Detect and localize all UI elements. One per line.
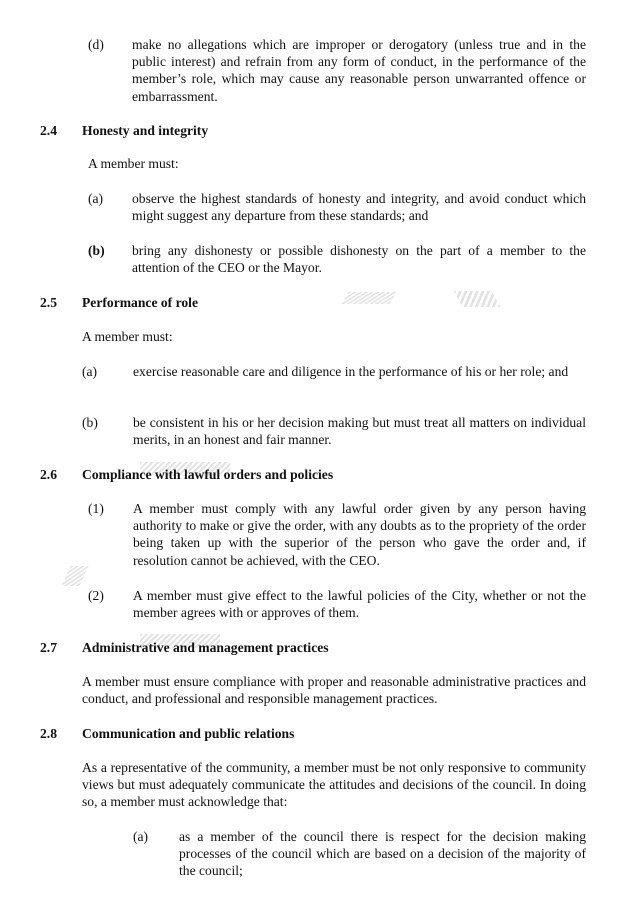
section-intro: A member must:: [82, 329, 173, 344]
section-number: 2.6: [40, 467, 57, 482]
clause-text: as a member of the council there is respect for the decision making processes of the council which are based on a decision of the majority of the council;: [179, 829, 586, 879]
watermark-fragment: [342, 292, 397, 304]
clause-text: exercise reasonable care and diligence in the performance of his or her role; and: [133, 364, 569, 379]
clause-marker: (a): [133, 829, 149, 844]
section-intro: A member must:: [88, 156, 179, 171]
section-heading: Compliance with lawful orders and policies: [82, 467, 334, 482]
clause-text: A member must give effect to the lawful policies of the City, whether or not the member agrees with or approves of them.: [133, 588, 586, 621]
section-heading: Administrative and management practices: [82, 640, 329, 655]
section-number: 2.7: [40, 640, 57, 655]
section-body: A member must ensure compliance with proper and reasonable administrative practices and conduct, and professional and responsible management practices.: [82, 674, 586, 707]
section-body: As a representative of the community, a member must be not only responsive to community views but must adequately communicate the attitudes and decisions of the council. In doing so, a member must acknowledge that:: [82, 760, 586, 810]
clause-text: make no allegations which are improper or derogatory (unless true and in the public interest) and refrain from any form of conduct, in the performance of the member’s role, which may cause any reasonable person unwarranted offence or embarrassment.: [132, 37, 586, 104]
clause-marker: (a): [82, 364, 98, 379]
section-number: 2.8: [40, 726, 57, 741]
clause-marker: (2): [88, 588, 104, 603]
section-number: 2.5: [40, 295, 57, 310]
section-heading: Performance of role: [82, 295, 198, 310]
clause-marker: (a): [88, 191, 104, 206]
clause-marker: (b): [82, 415, 98, 430]
clause-marker: (b): [88, 243, 105, 258]
watermark-fragment: [453, 291, 500, 307]
section-heading: Communication and public relations: [82, 726, 295, 741]
clause-text: observe the highest standards of honesty and integrity, and avoid conduct which might suggest any departure from these standards; and: [132, 191, 586, 224]
clause-text: A member must comply with any lawful order given by any person having authority to make or give the order, with any doubts as to the propriety of the order being taken up with the superior of the person who gave the order and, if resolution cannot be achieved, with the CEO.: [133, 501, 586, 568]
clause-text: bring any dishonesty or possible dishonesty on the part of a member to the attention of the CEO or the Mayor.: [132, 243, 586, 276]
clause-text: be consistent in his or her decision making but must treat all matters on individual merits, in an honest and fair manner.: [133, 415, 586, 448]
section-heading: Honesty and integrity: [82, 123, 209, 138]
section-number: 2.4: [40, 123, 57, 138]
clause-marker: (d): [88, 37, 104, 52]
clause-marker: (1): [88, 501, 104, 516]
watermark-fragment: [61, 566, 88, 586]
